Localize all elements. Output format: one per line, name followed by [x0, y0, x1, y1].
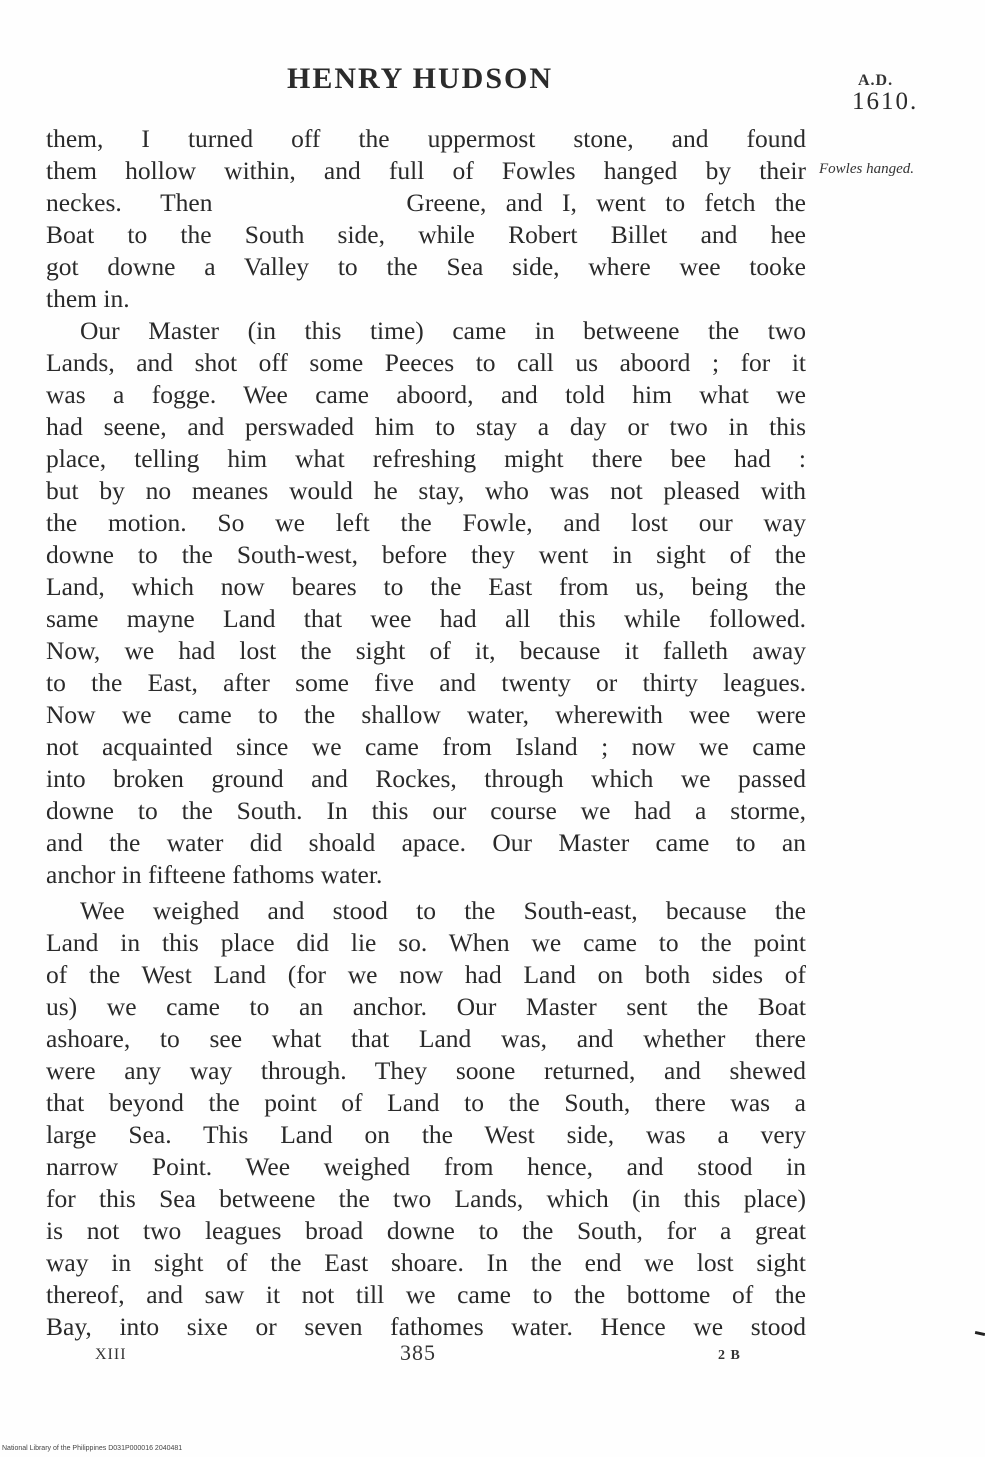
text-line: them, I turned off the uppermost stone, and found: [46, 124, 806, 153]
text-line: is not two leagues broad downe to the South, for a great: [46, 1216, 806, 1245]
text-line: Boat to the South side, while Robert Billet and hee: [46, 220, 806, 249]
paragraph-3: [46, 895, 806, 1343]
text-line: large Sea. This Land on the West side, was a very: [46, 1120, 806, 1149]
library-credit: National Library of the Philippines D031P000016 2040481: [2, 1445, 183, 1452]
paragraph-2: [46, 315, 806, 891]
text-line: Bay, into sixe or seven fathomes water. Hence we stood: [46, 1312, 806, 1341]
text-line: thereof, and saw it not till we came to the bottome of the: [46, 1280, 806, 1309]
margin-note: Fowles hanged.: [819, 161, 914, 177]
body-text: [46, 123, 806, 1343]
text-line: us) we came to an anchor. Our Master sent the Boat: [46, 992, 806, 1021]
text-line: Wee weighed and stood to the South-east, because the: [80, 896, 806, 925]
text-line: and the water did shoald apace. Our Master came to an: [46, 828, 806, 857]
text-line: place, telling him what refreshing might there bee had :: [46, 444, 806, 473]
text-line: into broken ground and Rockes, through which we passed: [46, 764, 806, 793]
text-line: Now we came to the shallow water, wherewith wee were: [46, 700, 806, 729]
text-line: Lands, and shot off some Peeces to call us aboord ; for it: [46, 348, 806, 377]
text-line: narrow Point. Wee weighed from hence, and stood in: [46, 1152, 806, 1181]
printer-signature: 2 B: [718, 1348, 741, 1363]
text-line: of the West Land (for we now had Land on both sides of: [46, 960, 806, 989]
paragraph-1: [46, 123, 806, 315]
text-line: was a fogge. Wee came aboord, and told him what we: [46, 380, 806, 409]
page-number: 385: [400, 1340, 436, 1365]
date-era: A.D.: [858, 72, 894, 89]
footer-volume: XIII: [95, 1346, 127, 1363]
text-line: but by no meanes would he stay, who was not pleased with: [46, 476, 806, 505]
scan-edge-mark: [975, 1331, 985, 1336]
text-line: got downe a Valley to the Sea side, where wee tooke: [46, 252, 806, 281]
text-line: ashoare, to see what that Land was, and whether there: [46, 1024, 806, 1053]
text-line: neckes. Then Greene, and I, went to fetch the: [46, 188, 806, 217]
text-line: way in sight of the East shoare. In the end we lost sight: [46, 1248, 806, 1277]
text-line: the motion. So we left the Fowle, and lost our way: [46, 508, 806, 537]
text-line: downe to the South. In this our course we had a storme,: [46, 796, 806, 825]
text-line: not acquainted since we came from Island ; now we came: [46, 732, 806, 761]
text-line: were any way through. They soone returned, and shewed: [46, 1056, 806, 1085]
text-line: Land, which now beares to the East from us, being the: [46, 572, 806, 601]
text-line: Now, we had lost the sight of it, because it falleth away: [46, 636, 806, 665]
text-line: had seene, and perswaded him to stay a day or two in this: [46, 412, 806, 441]
text-line: Land in this place did lie so. When we came to the point: [46, 928, 806, 957]
text-line: same mayne Land that wee had all this while followed.: [46, 604, 806, 633]
text-line: that beyond the point of Land to the South, there was a: [46, 1088, 806, 1117]
text-line: to the East, after some five and twenty or thirty leagues.: [46, 668, 806, 697]
text-line: them hollow within, and full of Fowles hanged by their: [46, 156, 806, 185]
text-line: Our Master (in this time) came in betweene the two: [80, 316, 806, 345]
text-line: for this Sea betweene the two Lands, which (in this place): [46, 1184, 806, 1213]
text-line: downe to the South-west, before they went in sight of the: [46, 540, 806, 569]
text-line: them in.: [46, 284, 130, 313]
running-head-title: HENRY HUDSON: [286, 62, 554, 95]
date-year: 1610.: [852, 88, 919, 115]
text-line: anchor in fifteene fathoms water.: [46, 860, 383, 889]
